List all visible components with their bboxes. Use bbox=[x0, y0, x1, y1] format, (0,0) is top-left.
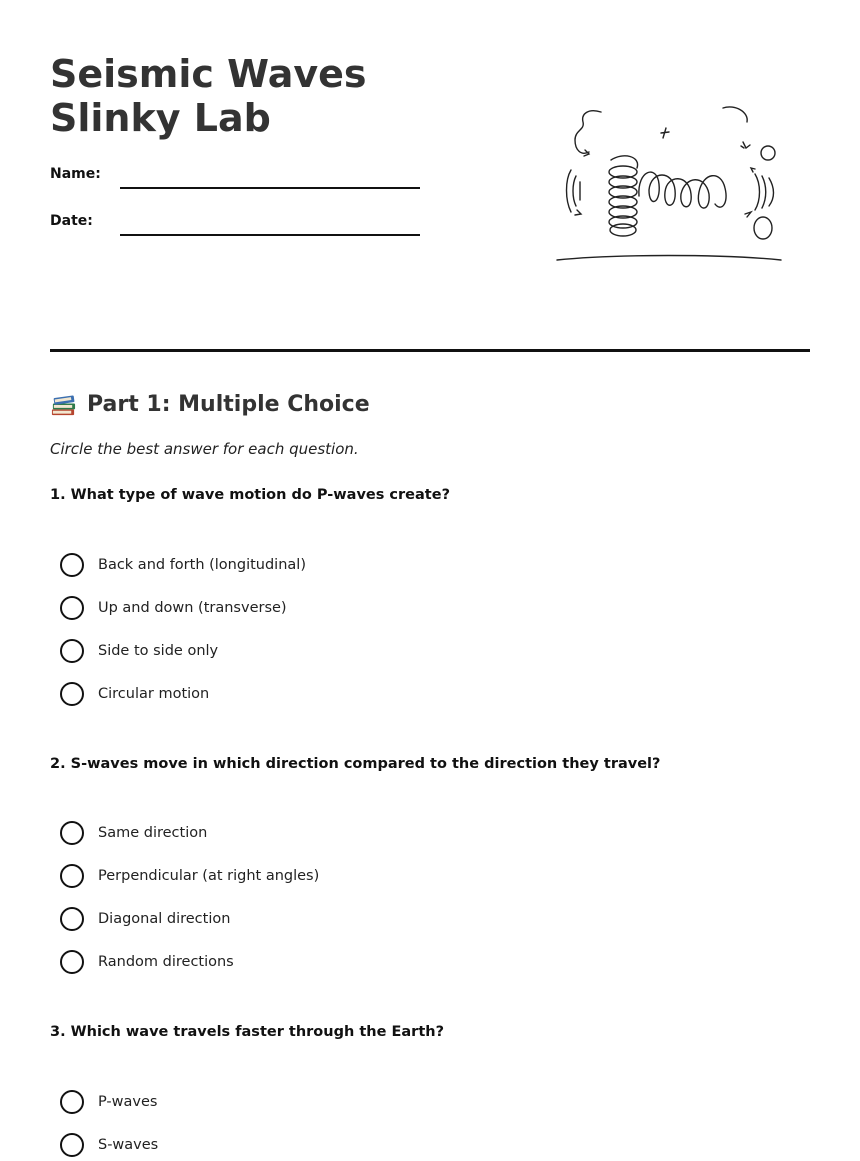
radio-circle-icon[interactable] bbox=[60, 596, 84, 620]
radio-circle-icon[interactable] bbox=[60, 1133, 84, 1157]
slinky-waves-sketch-icon bbox=[553, 100, 785, 266]
section-divider bbox=[50, 349, 810, 352]
radio-circle-icon[interactable] bbox=[60, 821, 84, 845]
option-label: S-waves bbox=[98, 1137, 159, 1153]
radio-circle-icon[interactable] bbox=[60, 864, 84, 888]
question-2-option-2[interactable] bbox=[60, 863, 319, 889]
name-field[interactable] bbox=[120, 187, 420, 189]
worksheet-title: Seismic Waves Slinky Lab bbox=[50, 52, 367, 140]
option-label: P-waves bbox=[98, 1094, 158, 1110]
date-label: Date: bbox=[50, 213, 93, 229]
radio-circle-icon[interactable] bbox=[60, 639, 84, 663]
part1-heading bbox=[50, 388, 370, 420]
books-icon bbox=[50, 391, 77, 418]
radio-circle-icon[interactable] bbox=[60, 907, 84, 931]
question-2-option-4[interactable] bbox=[60, 949, 234, 975]
option-label: Same direction bbox=[98, 825, 208, 841]
question-2: 2. S-waves move in which direction compared to the direction they travel? bbox=[50, 756, 661, 772]
part1-instructions: Circle the best answer for each question. bbox=[50, 440, 359, 458]
radio-circle-icon[interactable] bbox=[60, 1090, 84, 1114]
name-label: Name: bbox=[50, 166, 101, 182]
radio-circle-icon[interactable] bbox=[60, 682, 84, 706]
option-label: Perpendicular (at right angles) bbox=[98, 868, 320, 884]
radio-circle-icon[interactable] bbox=[60, 950, 84, 974]
question-3-option-2[interactable] bbox=[60, 1132, 158, 1158]
option-label: Up and down (transverse) bbox=[98, 600, 287, 616]
part1-title: Part 1: Multiple Choice bbox=[87, 391, 370, 417]
option-label: Random directions bbox=[98, 954, 234, 970]
question-1-option-2[interactable] bbox=[60, 595, 287, 621]
option-label: Side to side only bbox=[98, 643, 219, 659]
question-3-option-1[interactable] bbox=[60, 1089, 157, 1115]
radio-circle-icon[interactable] bbox=[60, 553, 84, 577]
option-label: Circular motion bbox=[98, 686, 210, 702]
question-1-option-4[interactable] bbox=[60, 681, 209, 707]
question-1: 1. What type of wave motion do P-waves create? bbox=[50, 487, 450, 503]
date-field[interactable] bbox=[120, 234, 420, 236]
option-label: Diagonal direction bbox=[98, 911, 231, 927]
question-1-option-1[interactable] bbox=[60, 552, 306, 578]
question-2-option-3[interactable] bbox=[60, 906, 230, 932]
question-2-option-1[interactable] bbox=[60, 820, 207, 846]
question-1-option-3[interactable] bbox=[60, 638, 218, 664]
question-3: 3. Which wave travels faster through the Earth? bbox=[50, 1024, 444, 1040]
option-label: Back and forth (longitudinal) bbox=[98, 557, 306, 573]
